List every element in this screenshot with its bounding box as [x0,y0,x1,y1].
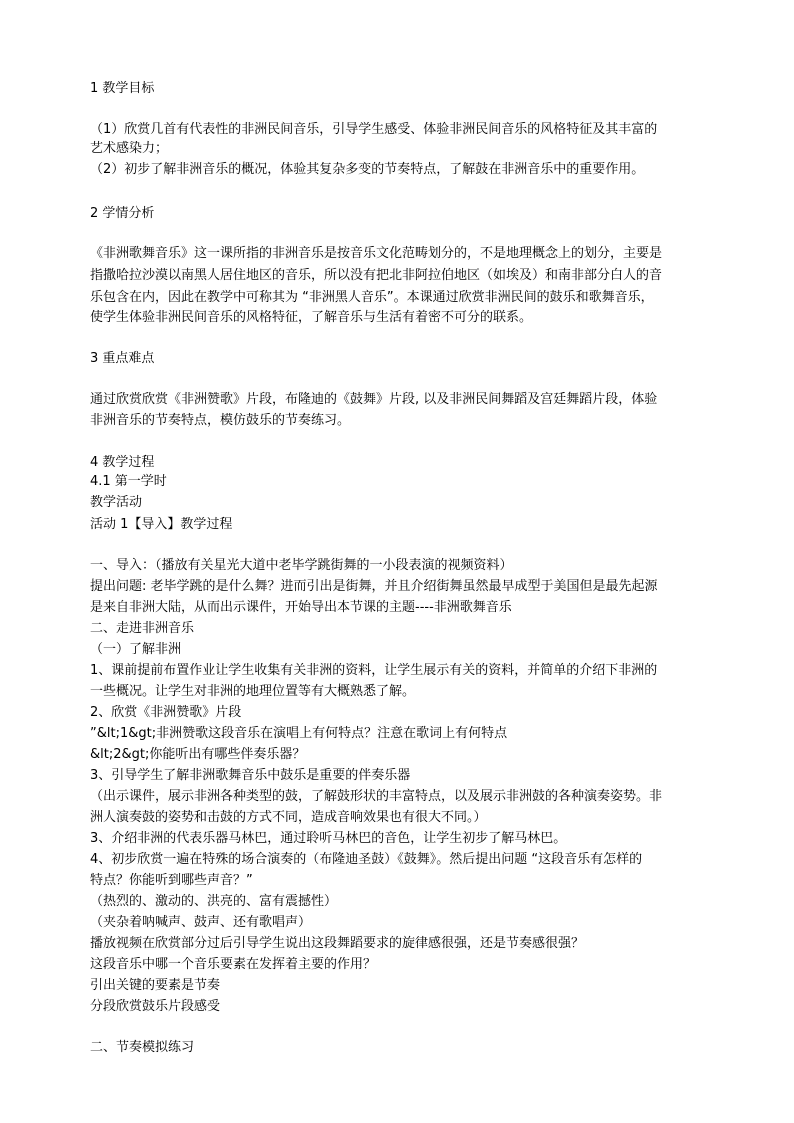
process-line: 提出问题: 老毕学跳的是什么舞？进而引出是街舞，并且介绍街舞虽然最早成型于美国但是最先起源 [90,579,658,594]
paragraph-line: 指撒哈拉沙漠以南黑人居住地区的音乐，所以没有把北非阿拉伯地区（如埃及）和南非部分白人的音 [90,268,663,283]
section-title-analysis: 2 学情分析 [90,206,155,221]
process-line: &lt;2&gt;你能听出有哪些伴奏乐器？ [90,747,306,762]
paragraph-line: （2）初步了解非洲音乐的概况，体验其复杂多变的节奏特点，了解鼓在非洲音乐中的重要作用。 [90,162,645,177]
subsection-label: 教学活动 [90,495,143,510]
process-line: 4、初步欣赏一遍在特殊的场合演奏的（布隆迪圣鼓）《鼓舞》。然后提出问题 “这段音乐有怎样的 [90,852,643,867]
process-line: 分段欣赏鼓乐片段感受 [90,999,221,1014]
paragraph-line: 使学生体验非洲民间音乐的风格特征，了解音乐与生活有着密不可分的联系。 [90,310,533,325]
paragraph-line: （1）欣赏几首有代表性的非洲民间音乐，引导学生感受、体验非洲民间音乐的风格特征及其丰富的 [90,122,658,137]
process-line: （夹杂着呐喊声、鼓声、还有歌唱声） [90,915,312,930]
process-line: （热烈的、激动的、洪亮的、富有震撼性） [90,894,338,909]
process-line: （一）了解非洲 [90,642,182,657]
process-line: 是来自非洲大陆，从而出示课件，开始导出本节课的主题----非洲歌舞音乐 [90,600,512,615]
process-line: 洲人演奏鼓的姿势和击鼓的方式不同，造成音响效果也有很大不同。） [90,810,487,825]
process-line: 二、节奏模拟练习 [90,1040,195,1055]
process-line: 3、引导学生了解非洲歌舞音乐中鼓乐是重要的伴奏乐器 [90,768,411,783]
process-line: 二、走进非洲音乐 [90,621,195,636]
section-title-keypoints: 3 重点难点 [90,351,155,366]
process-line: 一些概况。让学生对非洲的地理位置等有大概熟悉了解。 [90,684,416,699]
paragraph-line: 非洲音乐的节奏特点，模仿鼓乐的节奏练习。 [90,413,351,428]
section-title-process: 4 教学过程 [90,455,155,470]
paragraph-line: 乐包含在内，因此在教学中可称其为 “非洲黑人音乐”。本课通过欣赏非洲民间的鼓乐和歌舞音乐， [90,290,654,305]
section-title-objectives: 1 教学目标 [90,81,155,96]
process-line: 一、导入：（播放有关星光大道中老毕学跳街舞的一小段表演的视频资料） [90,558,513,573]
process-line: 3、介绍非洲的代表乐器马林巴，通过聆听马林巴的音色，让学生初步了解马林巴。 [90,831,567,846]
process-line: 这段音乐中哪一个音乐要素在发挥着主要的作用？ [90,957,377,972]
process-line: 特点？你能听到哪些声音？” [90,873,253,888]
process-line: （出示课件，展示非洲各种类型的鼓，了解鼓形状的丰富特点，以及展示非洲鼓的各种演奏姿势。非 [90,789,663,804]
process-line: 1、课前提前布置作业让学生收集有关非洲的资料，让学生展示有关的资料，并简单的介绍下非洲的 [90,663,658,678]
process-line: 引出关键的要素是节奏 [90,978,221,993]
activity-title: 活动 1【导入】教学过程 [90,517,233,532]
paragraph-line: 通过欣赏欣赏《非洲赞歌》片段，布隆迪的《鼓舞》片段, 以及非洲民间舞蹈及宫廷舞蹈片段，体验 [90,392,658,407]
process-line: ”&lt;1&gt;非洲赞歌这段音乐在演唱上有何特点？注意在歌词上有何特点 [90,726,508,741]
process-line: 2、欣赏《非洲赞歌》片段 [90,705,242,720]
paragraph-line: 《非洲歌舞音乐》这一课所指的非洲音乐是按音乐文化范畴划分的，不是地理概念上的划分，主要是 [90,246,663,261]
process-line: 播放视频在欣赏部分过后引导学生说出这段舞蹈要求的旋律感很强，还是节奏感很强？ [90,936,585,951]
paragraph-line: 艺术感染力； [90,141,169,156]
subsection-title: 4.1 第一学时 [90,474,167,489]
